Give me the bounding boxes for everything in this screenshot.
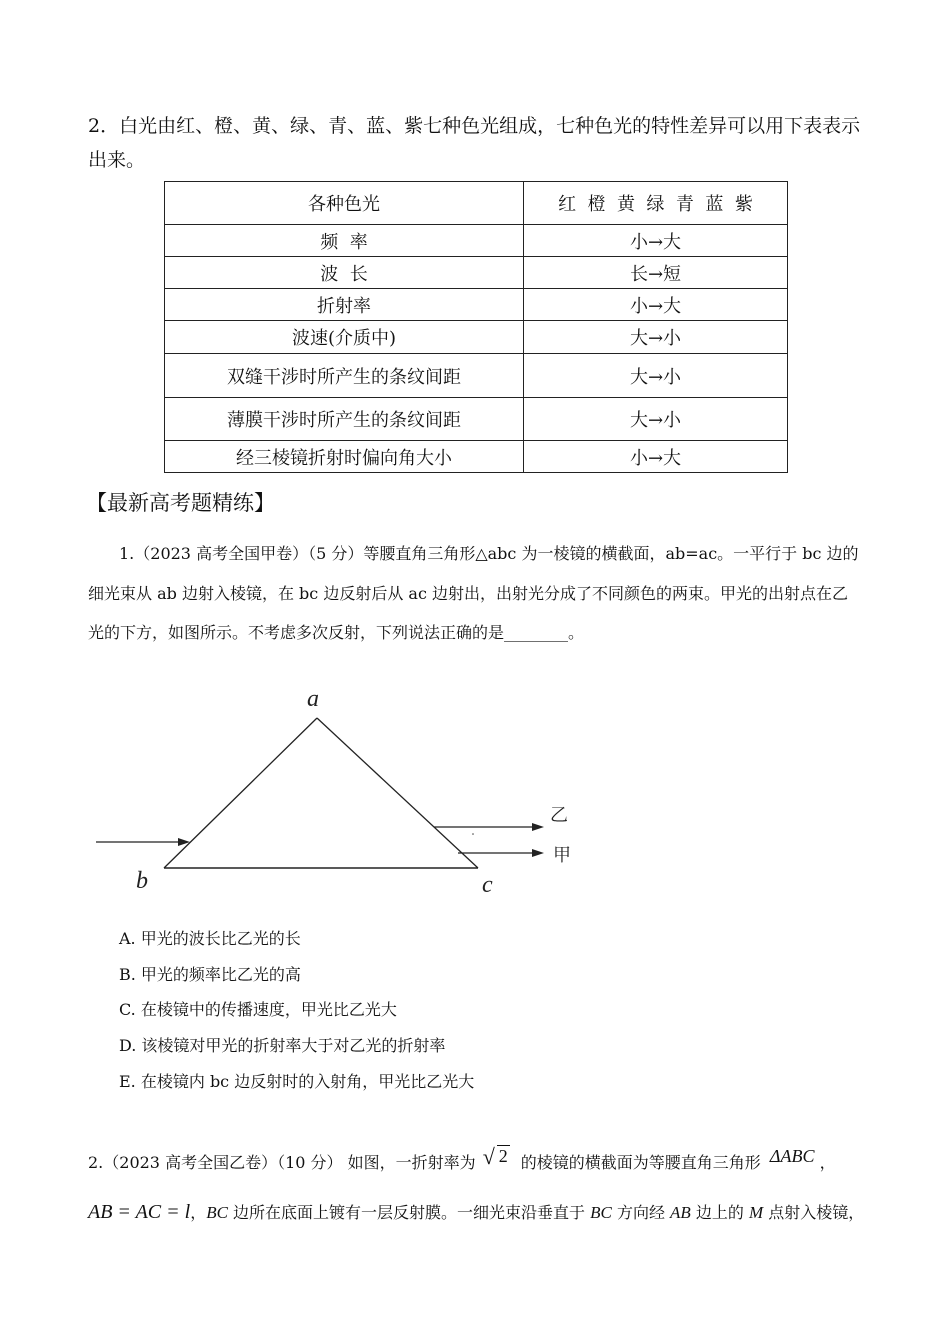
table-cell: 波 长 [165, 257, 524, 289]
table-cell: 经三棱镜折射时偏向角大小 [165, 441, 524, 473]
table-cell: 大→小 [524, 398, 788, 441]
table-cell: 大→小 [524, 354, 788, 398]
table-cell: 长→短 [524, 257, 788, 289]
segment-bc: BC [206, 1203, 228, 1222]
prism-side-ac [317, 718, 478, 868]
table-row [165, 257, 788, 289]
color-properties-table [164, 181, 788, 473]
prism-side-ab [164, 718, 317, 868]
table-cell: 小→大 [524, 225, 788, 257]
triangle-abc: ΔABC [769, 1146, 815, 1166]
q2-text-comma: ， [190, 1203, 207, 1222]
section-title: 【最新高考题精练】 [86, 491, 275, 515]
point-m: M [749, 1203, 764, 1222]
intro-line-1: 2．白光由红、橙、黄、绿、青、蓝、紫七种色光组成，七种色光的特性差异可以用下表表示 [88, 115, 861, 137]
option-b: B. 甲光的频率比乙光的高 [119, 965, 301, 984]
option-c: C. 在棱镜中的传播速度，甲光比乙光大 [119, 1000, 397, 1019]
q2-text-part-b: 边所在底面上镀有一层反射膜。一细光束沿垂直于 [227, 1203, 591, 1222]
table-cell: 折射率 [165, 289, 524, 321]
sqrt-expression [482, 1144, 510, 1173]
q2-line-2 [88, 1200, 864, 1224]
table-cell: 大→小 [524, 321, 788, 354]
table-cell: 薄膜干涉时所产生的条纹间距 [165, 398, 524, 441]
table-row [165, 398, 788, 441]
q2-text-mid: 的棱镜的横截面为等腰直角三角形 [520, 1153, 761, 1172]
vertex-label-b: b [136, 868, 148, 894]
vertex-label-c: c [482, 872, 493, 898]
q1-line-1: 1.（2023 高考全国甲卷）（5 分）等腰直角三角形△abc 为一棱镜的横截面，ab=ac。一平行于 bc 边的 [119, 544, 859, 563]
q2-text-part-c: 方向经 [611, 1203, 671, 1222]
option-e: E. 在棱镜内 bc 边反射时的入射角，甲光比乙光大 [119, 1072, 475, 1091]
sqrt-value: 2 [498, 1146, 508, 1166]
q1-line-3: 光的下方，如图所示。不考虑多次反射，下列说法正确的是________。 [88, 623, 585, 642]
ray-label-jia: 甲 [553, 845, 571, 866]
table-row [165, 321, 788, 354]
table-row [165, 354, 788, 398]
vertex-label-a: a [307, 686, 319, 712]
table-cell: 频 率 [165, 225, 524, 257]
table-row [165, 225, 788, 257]
segment-ab: AB [670, 1203, 691, 1222]
q2-text-part-e: 点射入棱镜， [763, 1203, 865, 1222]
table-header-cell: 各种色光 [165, 182, 524, 225]
table-cell: 波速(介质中) [165, 321, 524, 354]
q2-comma: ， [819, 1153, 836, 1172]
q2-text-intro: 2.（2023 高考全国乙卷）（10 分） 如图，一折射率为 [88, 1153, 476, 1172]
ray-label-yi: 乙 [550, 805, 568, 826]
table-cell: 双缝干涉时所产生的条纹间距 [165, 354, 524, 398]
table-row [165, 289, 788, 321]
ray-jia-arrow-icon [532, 849, 544, 857]
prism-diagram [0, 670, 950, 910]
table-cell: 小→大 [524, 441, 788, 473]
table-row [165, 441, 788, 473]
q1-line-2: 细光束从 ab 边射入棱镜，在 bc 边反射后从 ac 边射出，出射光分成了不同颜色的两束。甲光的出射点在乙 [88, 584, 849, 603]
intro-line-2: 出来。 [88, 149, 146, 171]
ray-yi-arrow-icon [532, 823, 544, 831]
table-header-row [165, 182, 788, 225]
sqrt-icon: √ [482, 1144, 495, 1169]
dot-mark [472, 833, 474, 835]
table-header-cell: 红 橙 黄 绿 青 蓝 紫 [524, 182, 788, 225]
table-cell: 小→大 [524, 289, 788, 321]
equation-ab-ac-l: AB = AC = l [88, 1201, 191, 1223]
segment-bc-2: BC [590, 1203, 612, 1222]
q2-line-1 [88, 1144, 836, 1173]
q2-text-part-d: 边上的 [690, 1203, 750, 1222]
option-d: D. 该棱镜对甲光的折射率大于对乙光的折射率 [119, 1036, 446, 1055]
option-a: A. 甲光的波长比乙光的长 [119, 929, 301, 948]
